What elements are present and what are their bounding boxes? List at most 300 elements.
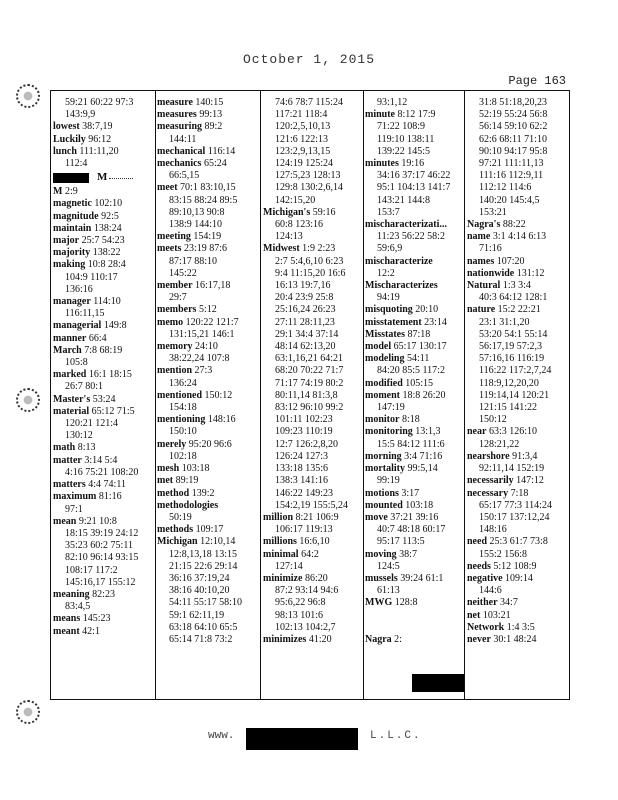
index-entry-continuation bbox=[263, 268, 363, 280]
index-entry-continuation bbox=[467, 195, 569, 207]
index-entry-continuation bbox=[365, 475, 465, 487]
page-line-refs: 16:13 19:7,16 bbox=[275, 280, 331, 292]
index-entry bbox=[53, 296, 153, 308]
page-line-refs: 1:3 3:4 bbox=[500, 280, 531, 292]
index-entry-continuation bbox=[263, 256, 363, 268]
page-line-refs: 127:14 bbox=[275, 560, 303, 572]
page-line-refs: 38:22,24 107:8 bbox=[169, 353, 230, 365]
index-entry-continuation bbox=[365, 585, 465, 597]
index-entry bbox=[53, 455, 153, 467]
index-term: misstatement bbox=[365, 316, 422, 328]
index-entry-continuation bbox=[157, 634, 259, 646]
index-term: maintain bbox=[53, 222, 92, 234]
page-line-refs: 107:20 bbox=[494, 255, 525, 267]
page-line-refs: 80:11,14 81:3,8 bbox=[275, 389, 338, 401]
index-term: Michigan bbox=[157, 536, 198, 548]
page-line-refs: 3:17 bbox=[398, 487, 420, 499]
page-line-refs: 150:12 bbox=[202, 389, 233, 401]
index-term: merely bbox=[157, 438, 187, 450]
index-entry bbox=[53, 247, 153, 259]
page-line-refs: 2:9 bbox=[62, 186, 78, 198]
index-entry-continuation bbox=[263, 622, 363, 634]
index-term: moving bbox=[365, 548, 397, 560]
index-term: method bbox=[157, 487, 190, 499]
index-entry bbox=[365, 597, 465, 609]
page-line-refs: 9:21 10:8 bbox=[76, 515, 117, 527]
page-line-refs: 16:17,18 bbox=[192, 280, 231, 292]
column-divider bbox=[363, 91, 364, 699]
page-line-refs: 52:19 55:24 56:8 bbox=[479, 109, 548, 121]
page-line-refs: 91:3,4 bbox=[509, 450, 538, 462]
page-line-refs: 65:17 77:3 114:24 bbox=[479, 499, 552, 511]
index-term: measuring bbox=[157, 121, 202, 133]
index-term: Network bbox=[467, 621, 505, 633]
index-entry-continuation bbox=[53, 565, 153, 577]
letter-heading bbox=[53, 171, 153, 185]
index-term: misquoting bbox=[365, 304, 413, 316]
index-term: mischaracterize bbox=[365, 255, 433, 267]
index-entry bbox=[467, 426, 569, 438]
page-line-refs: 34:16 37:17 46:22 bbox=[377, 170, 451, 182]
index-entry bbox=[467, 634, 569, 646]
page-line-refs: 138:9 144:10 bbox=[169, 219, 223, 231]
index-entry-continuation bbox=[157, 268, 259, 280]
page-line-refs: 42:1 bbox=[79, 625, 100, 637]
index-term: managerial bbox=[53, 320, 102, 332]
page-line-refs: 149:8 bbox=[101, 320, 127, 332]
page-line-refs bbox=[218, 500, 221, 511]
page-line-refs: 142:15,20 bbox=[275, 194, 316, 206]
page-line-refs: 65:14 71:8 73:2 bbox=[169, 633, 233, 645]
index-entry-continuation bbox=[53, 528, 153, 540]
page-line-refs: 139:22 145:5 bbox=[377, 145, 431, 157]
page-line-refs: 2: bbox=[391, 633, 402, 645]
index-term: Luckily bbox=[53, 133, 86, 145]
page-line-refs: 117:21 118:4 bbox=[275, 109, 328, 121]
index-entry bbox=[467, 561, 569, 573]
page-line-refs: 106:17 119:13 bbox=[275, 524, 333, 536]
index-term: near bbox=[467, 426, 487, 438]
index-term: Natural bbox=[467, 280, 501, 292]
page-line-refs: 119:14,14 120:21 bbox=[479, 389, 550, 401]
index-entry bbox=[157, 146, 259, 158]
index-entry bbox=[263, 549, 363, 561]
page-line-refs: 108:17 117:2 bbox=[65, 564, 118, 576]
index-entry bbox=[365, 280, 465, 292]
index-term: major bbox=[53, 235, 80, 247]
page-line-refs: 102:10 bbox=[91, 198, 123, 210]
index-entry-continuation bbox=[53, 272, 153, 284]
index-term: millions bbox=[263, 536, 297, 548]
index-entry-continuation bbox=[157, 292, 259, 304]
index-term: name bbox=[467, 231, 491, 243]
index-entry-continuation bbox=[467, 378, 569, 390]
page-line-refs: 13:1,3 bbox=[412, 426, 441, 438]
page-line-refs: 124:5 bbox=[377, 560, 400, 572]
index-term: Michigan's bbox=[263, 206, 311, 218]
page-line-refs: 65:12 71:5 bbox=[89, 405, 135, 417]
page-line-refs: 109:14 bbox=[502, 572, 533, 584]
page-line-refs: 84:20 85:5 117:2 bbox=[377, 365, 445, 377]
index-entry bbox=[365, 414, 465, 426]
index-entry-continuation bbox=[53, 552, 153, 564]
index-entry-continuation bbox=[263, 426, 363, 438]
index-entry-continuation bbox=[157, 378, 259, 390]
page-line-refs: 29:7 bbox=[169, 292, 187, 304]
page-line-refs: 71:22 108:9 bbox=[377, 121, 426, 133]
page-line-refs: 145:22 bbox=[169, 267, 197, 279]
index-entry-continuation bbox=[53, 601, 153, 613]
index-entry-continuation bbox=[53, 284, 153, 296]
page-line-refs: 66:5,15 bbox=[169, 170, 200, 182]
page-line-refs: 24:10 bbox=[192, 341, 218, 353]
index-entry bbox=[157, 182, 259, 194]
index-entry bbox=[53, 589, 153, 601]
index-entry bbox=[365, 341, 465, 353]
page-line-refs: 89:10,13 90:8 bbox=[169, 206, 225, 218]
index-term: need bbox=[467, 536, 487, 548]
page-line-refs: 153:7 bbox=[377, 206, 400, 218]
index-entry bbox=[263, 634, 363, 646]
page-line-refs: 65:17 130:17 bbox=[391, 341, 447, 353]
index-entry bbox=[157, 365, 259, 377]
index-term: Misstates bbox=[365, 328, 405, 340]
index-entry-continuation bbox=[467, 353, 569, 365]
page-line-refs: 140:15 bbox=[192, 97, 224, 108]
page-line-refs bbox=[377, 622, 380, 633]
index-entry bbox=[467, 622, 569, 634]
index-entry-continuation bbox=[263, 414, 363, 426]
index-entry-continuation bbox=[263, 365, 363, 377]
index-entry bbox=[53, 333, 153, 345]
page-line-refs: 129:8 130:2,6,14 bbox=[275, 182, 344, 194]
page-line-refs: 118:9,12,20,20 bbox=[479, 377, 539, 389]
page-line-refs: 92:5 bbox=[98, 210, 119, 222]
index-entry bbox=[365, 573, 465, 585]
page-line-refs: 150:17 137:12,24 bbox=[479, 511, 550, 523]
page-line-refs: 57:16,16 116:19 bbox=[479, 353, 545, 365]
index-entry bbox=[157, 97, 259, 109]
index-entry bbox=[53, 146, 153, 158]
index-entry bbox=[365, 256, 465, 268]
page-line-refs: 8:13 bbox=[75, 442, 96, 454]
page-line-refs: 153:21 bbox=[479, 206, 507, 218]
page-line-refs: 114:10 bbox=[90, 296, 121, 308]
index-entry bbox=[365, 109, 465, 121]
column-divider bbox=[155, 91, 156, 699]
page-line-refs: 145:16,17 155:12 bbox=[65, 576, 136, 588]
page-line-refs: 126:24 127:3 bbox=[275, 450, 329, 462]
page-line-refs: 120:2,5,10,13 bbox=[275, 121, 331, 133]
index-term: neither bbox=[467, 597, 498, 609]
index-entry bbox=[365, 317, 465, 329]
page-line-refs: 82:23 bbox=[89, 588, 115, 600]
page-line-refs: 39:24 61:1 bbox=[397, 572, 444, 584]
index-entry bbox=[467, 256, 569, 268]
page-line-refs: 5:12 108:9 bbox=[490, 560, 537, 572]
page-line-refs: 63:18 64:10 65:5 bbox=[169, 621, 238, 633]
index-entry bbox=[53, 442, 153, 454]
page-line-refs: 27:11 28:11,23 bbox=[275, 316, 335, 328]
index-entry bbox=[365, 488, 465, 500]
page-line-refs: 8:18 bbox=[399, 414, 420, 426]
index-entry-continuation bbox=[467, 158, 569, 170]
index-entry bbox=[365, 390, 465, 402]
footer-website: www. bbox=[208, 730, 235, 742]
index-column-4 bbox=[365, 97, 465, 695]
index-term: material bbox=[53, 405, 90, 417]
index-entry bbox=[53, 345, 153, 357]
index-entry-continuation bbox=[157, 353, 259, 365]
page-line-refs: 95:1 104:13 141:7 bbox=[377, 182, 451, 194]
index-term: methodologies bbox=[157, 499, 219, 511]
page-line-refs: 131:15,21 146:1 bbox=[169, 328, 235, 340]
page-line-refs: 87:2 93:14 94:6 bbox=[275, 585, 339, 597]
index-entry-continuation bbox=[263, 134, 363, 146]
index-entry bbox=[157, 317, 259, 329]
index-term: monitoring bbox=[365, 426, 413, 438]
index-entry bbox=[365, 353, 465, 365]
page-line-refs: 131:12 bbox=[514, 267, 545, 279]
page-line-refs: 3:1 4:14 6:13 bbox=[490, 231, 547, 243]
dotted-rule bbox=[109, 178, 133, 179]
page-line-refs: 95:17 113:5 bbox=[377, 536, 425, 548]
index-entry-continuation bbox=[157, 195, 259, 207]
index-entry bbox=[157, 463, 259, 475]
index-entry bbox=[157, 231, 259, 243]
page-line-refs: 147:19 bbox=[377, 402, 405, 414]
index-term: measure bbox=[157, 97, 193, 108]
index-entry bbox=[157, 536, 259, 548]
index-entry bbox=[53, 394, 153, 406]
page-line-refs: 25:7 54:23 bbox=[79, 235, 125, 247]
index-term: mean bbox=[53, 515, 77, 527]
page-line-refs: 59:6,9 bbox=[377, 243, 403, 255]
index-entry-continuation bbox=[263, 561, 363, 573]
page-line-refs: 121:15 141:22 bbox=[479, 402, 538, 414]
index-entry-continuation bbox=[467, 341, 569, 353]
index-term: nationwide bbox=[467, 267, 515, 279]
page-line-refs: 7:18 bbox=[508, 487, 529, 499]
page-line-refs: 90:10 94:17 95:8 bbox=[479, 145, 548, 157]
page-line-refs: 59:1 62:11,19 bbox=[169, 609, 225, 621]
page-line-refs: 38:16 40:10,20 bbox=[169, 585, 230, 597]
redaction-block bbox=[246, 728, 358, 750]
index-entry bbox=[157, 109, 259, 121]
page-line-refs: 103:18 bbox=[179, 463, 210, 475]
punch-hole-bottom bbox=[16, 700, 40, 724]
page-line-refs: 12:10,14 bbox=[197, 536, 236, 548]
page-line-refs: 99:19 bbox=[377, 475, 400, 487]
page-line-refs: 136:16 bbox=[65, 283, 93, 295]
index-term: Nagra's bbox=[467, 219, 501, 231]
page-line-refs: 23:14 bbox=[421, 316, 447, 328]
index-entry-continuation bbox=[467, 402, 569, 414]
index-entry-continuation bbox=[263, 488, 363, 500]
page-line-refs: 7:8 68:19 bbox=[81, 344, 123, 356]
index-entry-continuation bbox=[157, 170, 259, 182]
index-term: maximum bbox=[53, 491, 97, 503]
page-line-refs: 9:4 11:15,20 16:6 bbox=[275, 267, 346, 279]
page-line-refs: 15:5 84:12 111:6 bbox=[377, 438, 445, 450]
page-line-refs: 30:1 48:24 bbox=[490, 633, 537, 645]
index-entry-continuation bbox=[263, 475, 363, 487]
page-line-refs: 123:2,9,13,15 bbox=[275, 145, 331, 157]
index-entry bbox=[53, 211, 153, 223]
index-entry-continuation bbox=[467, 365, 569, 377]
page-line-refs: 16:6,10 bbox=[296, 536, 330, 548]
page-line-refs: 12:7 126:2,8,20 bbox=[275, 438, 339, 450]
page-line-refs: 71:17 74:19 80:2 bbox=[275, 377, 344, 389]
page-line-refs: 124:19 125:24 bbox=[275, 158, 334, 170]
index-entry-continuation bbox=[263, 353, 363, 365]
index-column-3 bbox=[263, 97, 363, 695]
index-entry-continuation bbox=[365, 243, 465, 255]
index-entry bbox=[467, 536, 569, 548]
index-term: minimal bbox=[263, 548, 299, 560]
index-entry-continuation bbox=[157, 451, 259, 463]
index-term: memory bbox=[157, 341, 193, 353]
index-entry bbox=[53, 491, 153, 503]
index-term: mentioning bbox=[157, 414, 206, 426]
page-line-refs: 96:12 bbox=[85, 133, 112, 145]
page-line-refs: 12:2 bbox=[377, 267, 395, 279]
index-entry bbox=[467, 219, 569, 231]
index-entry-continuation bbox=[467, 439, 569, 451]
page-line-refs: 150:10 bbox=[169, 426, 197, 438]
page-line-refs: 16:1 18:15 bbox=[86, 369, 132, 381]
index-term: memo bbox=[157, 316, 184, 328]
index-term: math bbox=[53, 442, 76, 454]
page-date: October 1, 2015 bbox=[242, 52, 376, 67]
index-entry bbox=[365, 378, 465, 390]
index-entry-continuation bbox=[467, 207, 569, 219]
page-line-refs: 62:6 68:11 71:10 bbox=[479, 133, 547, 145]
page-line-refs: 144:6 bbox=[479, 585, 502, 597]
index-entry-continuation bbox=[467, 390, 569, 402]
index-entry-continuation bbox=[365, 97, 465, 109]
index-entry bbox=[365, 219, 465, 231]
index-entry bbox=[467, 280, 569, 292]
index-term: matter bbox=[53, 454, 82, 466]
index-entry-continuation bbox=[263, 231, 363, 243]
page-line-refs: 112:4 bbox=[65, 158, 88, 170]
page-line-refs: 128:8 bbox=[392, 597, 418, 609]
index-entry-continuation bbox=[467, 512, 569, 524]
page-line-refs: 112:12 114:6 bbox=[479, 182, 532, 194]
index-entry bbox=[365, 463, 465, 475]
page-line-refs: 23:1 31:1,20 bbox=[479, 316, 530, 328]
index-term: MWG bbox=[365, 597, 393, 609]
page-line-refs: 120:21 121:4 bbox=[65, 418, 119, 430]
page-line-refs: 144:11 bbox=[169, 133, 197, 145]
index-entry bbox=[157, 243, 259, 255]
page-line-refs: 29:1 34:4 37:14 bbox=[275, 328, 339, 340]
page-line-refs: 154:2,19 155:5,24 bbox=[275, 499, 349, 511]
index-entry bbox=[53, 223, 153, 235]
page-line-refs: 15:2 22:21 bbox=[495, 304, 541, 316]
index-term: never bbox=[467, 633, 491, 645]
index-entry-continuation bbox=[157, 134, 259, 146]
index-term: necessarily bbox=[467, 475, 514, 487]
page-line-refs: 18:8 26:20 bbox=[400, 389, 446, 401]
index-entry-continuation bbox=[263, 158, 363, 170]
page-line-refs: 87:18 bbox=[405, 328, 431, 340]
index-entry bbox=[365, 549, 465, 561]
index-entry-continuation bbox=[467, 414, 569, 426]
page-line-refs: 136:24 bbox=[169, 377, 197, 389]
index-entry-continuation bbox=[467, 182, 569, 194]
index-term: monitor bbox=[365, 414, 400, 426]
page-line-refs bbox=[438, 280, 441, 291]
page-line-refs: 138:24 bbox=[91, 222, 122, 234]
index-entry-continuation bbox=[467, 524, 569, 536]
page-line-refs: 93:1,12 bbox=[377, 97, 408, 108]
index-entry-continuation bbox=[467, 109, 569, 121]
index-entry-continuation bbox=[53, 109, 153, 121]
index-term: making bbox=[53, 259, 86, 271]
index-term: magnitude bbox=[53, 210, 99, 222]
page-line-refs: 109:17 bbox=[193, 524, 224, 536]
page-line-refs: 116:11,15 bbox=[65, 308, 105, 320]
index-entry-continuation bbox=[263, 524, 363, 536]
index-term: methods bbox=[157, 524, 194, 536]
page-line-refs: 38:7,19 bbox=[79, 121, 113, 133]
index-entry-continuation bbox=[157, 219, 259, 231]
index-term: model bbox=[365, 341, 392, 353]
index-entry-continuation bbox=[157, 256, 259, 268]
index-entry-continuation bbox=[263, 195, 363, 207]
index-entry bbox=[467, 610, 569, 622]
index-entry-continuation bbox=[157, 512, 259, 524]
index-entry bbox=[365, 451, 465, 463]
page-line-refs: 102:13 104:2,7 bbox=[275, 621, 336, 633]
page-line-refs: 3:14 5:4 bbox=[81, 454, 118, 466]
index-entry bbox=[467, 475, 569, 487]
index-entry bbox=[263, 207, 363, 219]
index-entry-continuation bbox=[365, 134, 465, 146]
index-entry-continuation bbox=[365, 121, 465, 133]
index-entry bbox=[365, 500, 465, 512]
index-term: mortality bbox=[365, 463, 405, 475]
index-entry bbox=[157, 524, 259, 536]
page-line-refs: 12:8,13,18 13:15 bbox=[169, 548, 238, 560]
index-entry bbox=[53, 259, 153, 271]
page-line-refs: 11:23 56:22 58:2 bbox=[377, 231, 445, 243]
page-line-refs: 127:5,23 128:13 bbox=[275, 170, 341, 182]
index-entry-continuation bbox=[157, 561, 259, 573]
index-entry-continuation bbox=[53, 97, 153, 109]
index-entry-continuation bbox=[365, 536, 465, 548]
index-entry bbox=[53, 516, 153, 528]
page-line-refs: 54:11 bbox=[404, 353, 430, 365]
page-line-refs: 143:21 144:8 bbox=[377, 194, 431, 206]
index-entry-continuation bbox=[365, 292, 465, 304]
index-term: Master's bbox=[53, 393, 91, 405]
index-entry bbox=[157, 488, 259, 500]
index-entry bbox=[365, 426, 465, 438]
index-term: million bbox=[263, 511, 294, 523]
index-term: mechanics bbox=[157, 158, 202, 170]
page-line-refs: 81:16 bbox=[96, 491, 122, 503]
index-entry bbox=[467, 304, 569, 316]
page-line-refs: 65:24 bbox=[201, 158, 227, 170]
index-entry-continuation bbox=[467, 585, 569, 597]
page-line-refs: 59:21 60:22 97:3 bbox=[65, 97, 134, 108]
index-entry-continuation bbox=[467, 329, 569, 341]
index-entry-continuation bbox=[263, 341, 363, 353]
index-entry-continuation bbox=[365, 524, 465, 536]
